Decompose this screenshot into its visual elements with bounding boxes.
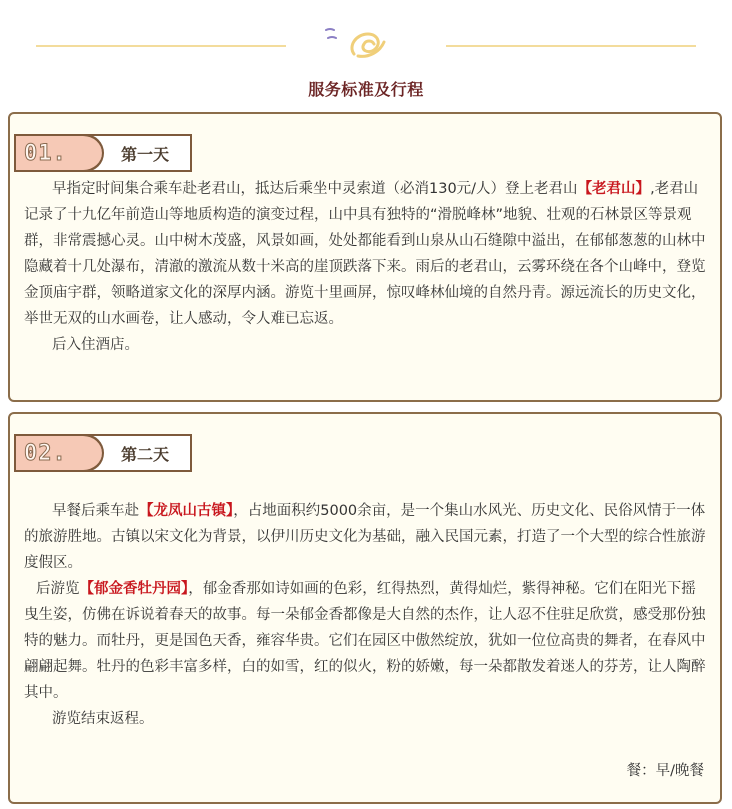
page-title: 服务标准及行程	[308, 80, 424, 99]
itinerary-paragraph	[52, 332, 706, 358]
day-card-1	[8, 112, 722, 402]
itinerary-paragraph	[52, 706, 706, 732]
day-number-badge	[14, 134, 102, 172]
itinerary-paragraph	[24, 576, 706, 706]
swirl-ornament-icon	[318, 16, 398, 66]
highlight-place: 【龙凤山古镇】	[139, 503, 234, 519]
day-description	[24, 176, 706, 358]
day-description	[24, 498, 706, 732]
paragraph-text: 早餐后乘车赴	[52, 503, 139, 519]
paragraph-text: 游览结束返程。	[52, 711, 154, 727]
paragraph-text: 后游览	[36, 581, 80, 597]
day-number: 01.	[24, 140, 67, 166]
paragraph-text: ,老君山记录了十九亿年前造山等地质构造的演变过程，山中具有独特的“滑脱峰林”地貌、壮观的石林景区等景观群，非常震撼心灵。山中树木茂盛，风景如画，处处都能看到山泉从山石缝隙中溢出，在郁郁葱葱的山林中隐藏着十几处瀑布，清澈的激流从数十米高的崖顶跌落下来。雨后的老君山，云雾环绕在各个山峰中，登览金顶庙宇群，领略道家文化的深厚内涵。游览十里画屏，惊叹峰林仙境的自然丹青。源远流长的历史文化，举世无双的山水画卷，让人感动，令人难已忘返。	[24, 181, 706, 327]
day-card-2	[8, 412, 722, 804]
day-number-badge	[14, 434, 102, 472]
itinerary-paragraph	[24, 176, 706, 332]
paragraph-text: ，占地面积约5000余亩，是一个集山水风光、历史文化、民俗风情于一体的旅游胜地。古镇以宋文化为背景，以伊川历史文化为基础，融入民国元素，打造了一个大型的综合性旅游度假区。	[24, 503, 706, 571]
highlight-place: 【老君山】	[577, 181, 651, 197]
day-tag-2	[14, 434, 194, 472]
itinerary-paragraph	[24, 498, 706, 576]
header-divider-right	[446, 45, 696, 47]
paragraph-text: 后入住酒店。	[52, 337, 139, 353]
day-label: 第一天	[120, 144, 169, 164]
day-number: 02.	[24, 440, 67, 466]
section-header	[0, 0, 732, 110]
day-label: 第二天	[120, 444, 169, 464]
paragraph-text: ，郁金香那如诗如画的色彩，红得热烈，黄得灿烂，紫得神秘。它们在阳光下摇曳生姿，仿佛在诉说着春天的故事。每一朵郁金香都像是大自然的杰作，让人忍不住驻足欣赏，感受那份独特的魅力。而牡丹，更是国色天香，雍容华贵。它们在园区中傲然绽放，犹如一位位高贵的舞者，在春风中翩翩起舞。牡丹的色彩丰富多样，白的如雪，红的似火，粉的娇嫩，每一朵都散发着迷人的芬芳，让人陶醉其中。	[24, 581, 706, 701]
meals-info: 餐：早/晚餐	[626, 763, 704, 779]
day-tag-1	[14, 134, 194, 172]
highlight-place: 【郁金香牡丹园】	[79, 581, 189, 597]
paragraph-text: 早指定时间集合乘车赴老君山，抵达后乘坐中灵索道（必消130元/人）登上老君山	[52, 181, 578, 197]
header-divider-left	[36, 45, 286, 47]
